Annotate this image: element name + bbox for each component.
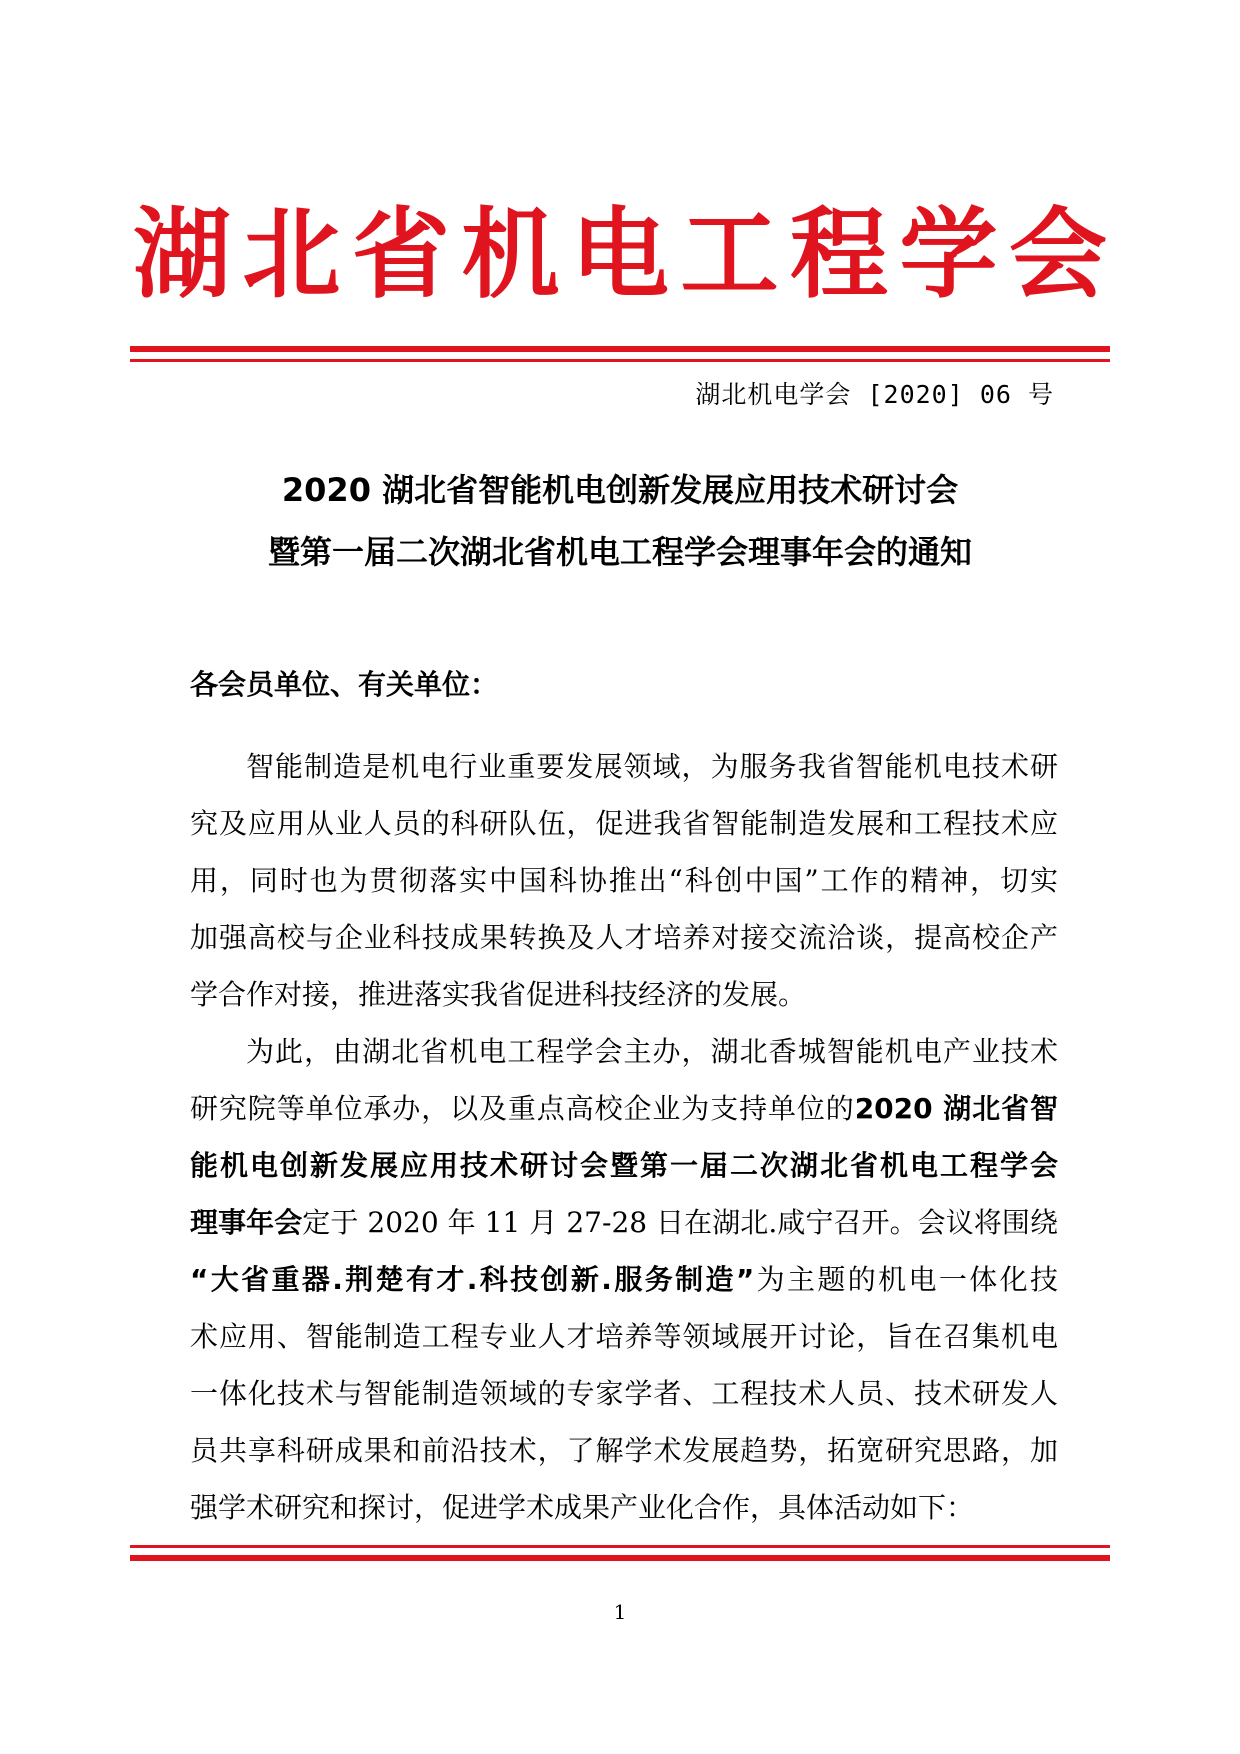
paragraph-2-line: 员共享科研成果和前沿技术，了解学术发展趋势，拓宽研究思路，加 [190, 1434, 1058, 1467]
paragraph-2-line [190, 1089, 1058, 1129]
letterhead-char: 湖 [132, 197, 231, 312]
event-name-bold: 2020 湖北省智 [854, 1092, 1058, 1125]
theme-slogan-bold: “大省重器.荆楚有才.科技创新.服务制造” [190, 1263, 755, 1296]
paragraph-1-line: 学合作对接，推进落实我省促进科技经济的发展。 [190, 978, 807, 1011]
letterhead-char: 省 [351, 197, 450, 312]
letterhead-rule-thick [130, 346, 1110, 352]
paragraph-1-line: 加强高校与企业科技成果转换及人才培养对接交流洽谈，提高校企产 [190, 921, 1058, 954]
paragraph-2-line: 强学术研究和探讨，促进学术成果产业化合作，具体活动如下： [190, 1491, 975, 1524]
document-number: 湖北机电学会 [2020] 06 号 [695, 380, 1054, 409]
paragraph-2-line: 术应用、智能制造工程专业人才培养等领域展开讨论，旨在召集机电 [190, 1320, 1058, 1353]
letterhead-char: 电 [570, 197, 669, 312]
letterhead-char: 学 [899, 197, 998, 312]
notice-title-line2: 暨第一届二次湖北省机电工程学会理事年会的通知 [267, 533, 972, 571]
paragraph-1-line: 用，同时也为贯彻落实中国科协推出“科创中国”工作的精神，切实 [190, 864, 1058, 897]
paragraph-2-line: 为此，由湖北省机电工程学会主办，湖北香城智能机电产业技术 [246, 1035, 1058, 1068]
footer-rule-thick [130, 1555, 1110, 1561]
letterhead-char: 机 [461, 197, 560, 312]
letterhead-title [130, 190, 1110, 320]
event-name-bold: 理事年会 [190, 1206, 303, 1239]
event-name-bold-line: 能机电创新发展应用技术研讨会暨第一届二次湖北省机电工程学会 [190, 1149, 1058, 1182]
letterhead-char: 北 [242, 197, 341, 312]
paragraph-1-line: 智能制造是机电行业重要发展领域，为服务我省智能机电技术研 [246, 750, 1058, 783]
paragraph-2-line [190, 1203, 1058, 1243]
paragraph-2-text: 为主题的机电一体化技 [754, 1263, 1058, 1296]
footer-rule-thin [130, 1545, 1110, 1548]
letterhead-char: 工 [680, 197, 779, 312]
letterhead-rule-thin [130, 359, 1110, 362]
paragraph-2-text: 研究院等单位承办，以及重点高校企业为支持单位的 [190, 1092, 855, 1125]
page-number: 1 [613, 1600, 627, 1624]
paragraph-2-line: 一体化技术与智能制造领域的专家学者、工程技术人员、技术研发人 [190, 1377, 1058, 1410]
paragraph-2-line [190, 1260, 1058, 1300]
salutation: 各会员单位、有关单位： [190, 668, 499, 701]
paragraph-1-line: 究及应用从业人员的科研队伍，促进我省智能制造发展和工程技术应 [190, 807, 1058, 840]
notice-title-line1: 2020 湖北省智能机电创新发展应用技术研讨会 [281, 471, 959, 509]
paragraph-2-text: 定于 2020 年 11 月 27-28 日在湖北.咸宁召开。会议将围绕 [302, 1206, 1058, 1239]
letterhead-char: 程 [789, 197, 888, 312]
letterhead-char: 会 [1008, 197, 1107, 312]
